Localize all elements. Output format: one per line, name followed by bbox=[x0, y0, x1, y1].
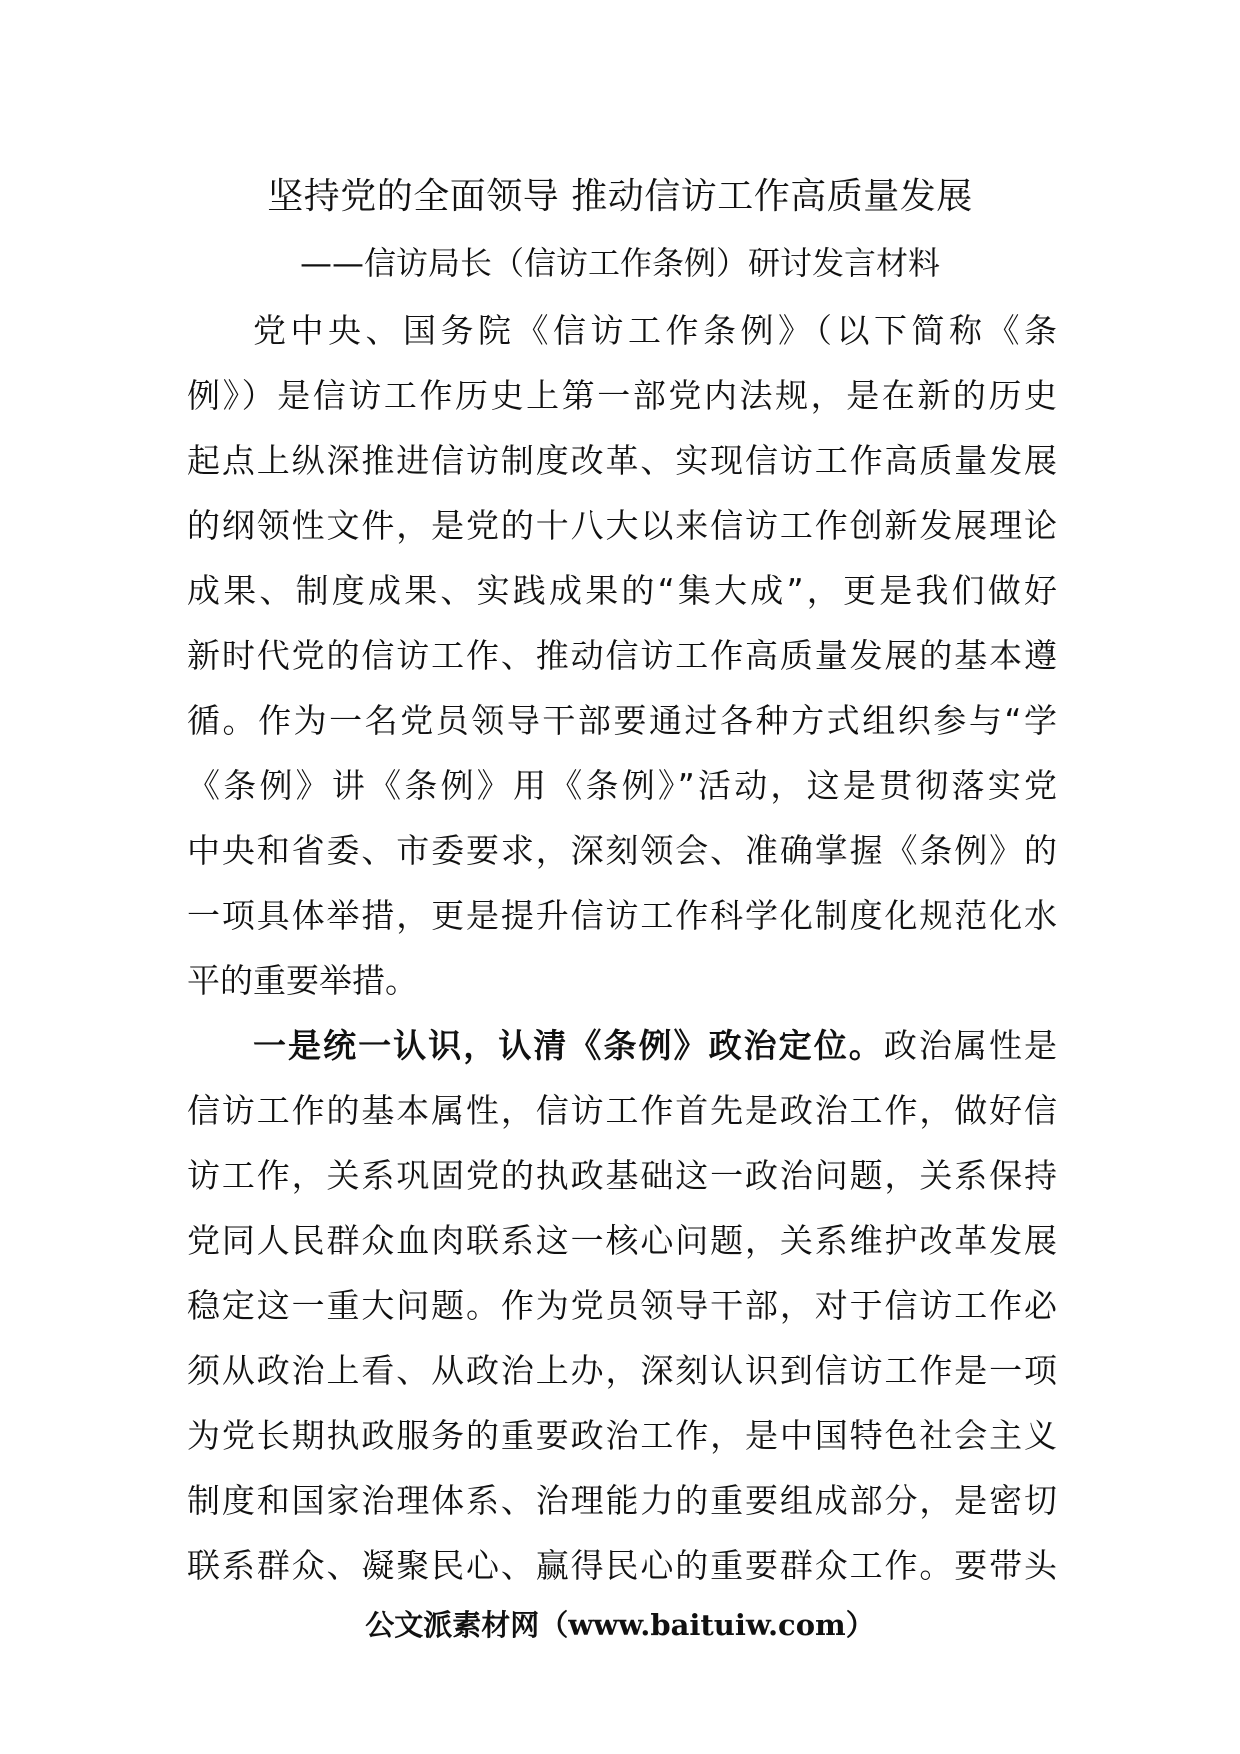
document-body bbox=[187, 298, 1057, 1598]
paragraph-line: 一项具体举措，更是提升信访工作科学化制度化规范化水 bbox=[187, 896, 1057, 935]
section-heading: 一是统一认识，认清《条例》政治定位。 bbox=[253, 1026, 884, 1065]
paragraph-line: 联系群众、凝聚民心、赢得民心的重要群众工作。要带头 bbox=[187, 1546, 1057, 1585]
paragraph-line: 起点上纵深推进信访制度改革、实现信访工作高质量发展 bbox=[187, 441, 1057, 480]
paragraph-line: 为党长期执政服务的重要政治工作，是中国特色社会主义 bbox=[187, 1416, 1057, 1455]
paragraph-line: 稳定这一重大问题。作为党员领导干部，对于信访工作必 bbox=[187, 1286, 1057, 1325]
paragraph-line: 例》）是信访工作历史上第一部党内法规，是在新的历史 bbox=[187, 376, 1057, 415]
paragraph-line: 须从政治上看、从政治上办，深刻认识到信访工作是一项 bbox=[187, 1351, 1057, 1390]
paragraph-line: 循。作为一名党员领导干部要通过各种方式组织参与“学 bbox=[187, 701, 1057, 740]
document-title: 坚持党的全面领导 推动信访工作高质量发展 bbox=[267, 176, 973, 217]
paragraph-line: 党中央、国务院《信访工作条例》（以下简称《条 bbox=[253, 311, 1057, 350]
paragraph-heading-line bbox=[187, 1013, 1057, 1078]
paragraph-line: 制度和国家治理体系、治理能力的重要组成部分，是密切 bbox=[187, 1481, 1057, 1520]
paragraph-line: 中央和省委、市委要求，深刻领会、准确掌握《条例》的 bbox=[187, 831, 1057, 870]
paragraph-line: 平的重要举措。 bbox=[187, 961, 418, 1000]
paragraph-line: 访工作，关系巩固党的执政基础这一政治问题，关系保持 bbox=[187, 1156, 1057, 1195]
paragraph-line: 成果、制度成果、实践成果的“集大成”，更是我们做好 bbox=[187, 571, 1057, 610]
paragraph-line: 党同人民群众血肉联系这一核心问题，关系维护改革发展 bbox=[187, 1221, 1057, 1260]
document-subtitle: ——信访局长（信访工作条例）研讨发言材料 bbox=[299, 244, 940, 282]
paragraph-line: 《条例》讲《条例》用《条例》”活动，这是贯彻落实党 bbox=[187, 766, 1057, 805]
paragraph-line: 的纲领性文件，是党的十八大以来信访工作创新发展理论 bbox=[187, 506, 1057, 545]
paragraph-line: 信访工作的基本属性，信访工作首先是政治工作，做好信 bbox=[187, 1091, 1057, 1130]
paragraph-line: 新时代党的信访工作、推动信访工作高质量发展的基本遵 bbox=[187, 636, 1057, 675]
section-lead-text: 政治属性是 bbox=[883, 1026, 1058, 1065]
footer-watermark: 公文派素材网（www.baituiw.com） bbox=[365, 1608, 875, 1642]
